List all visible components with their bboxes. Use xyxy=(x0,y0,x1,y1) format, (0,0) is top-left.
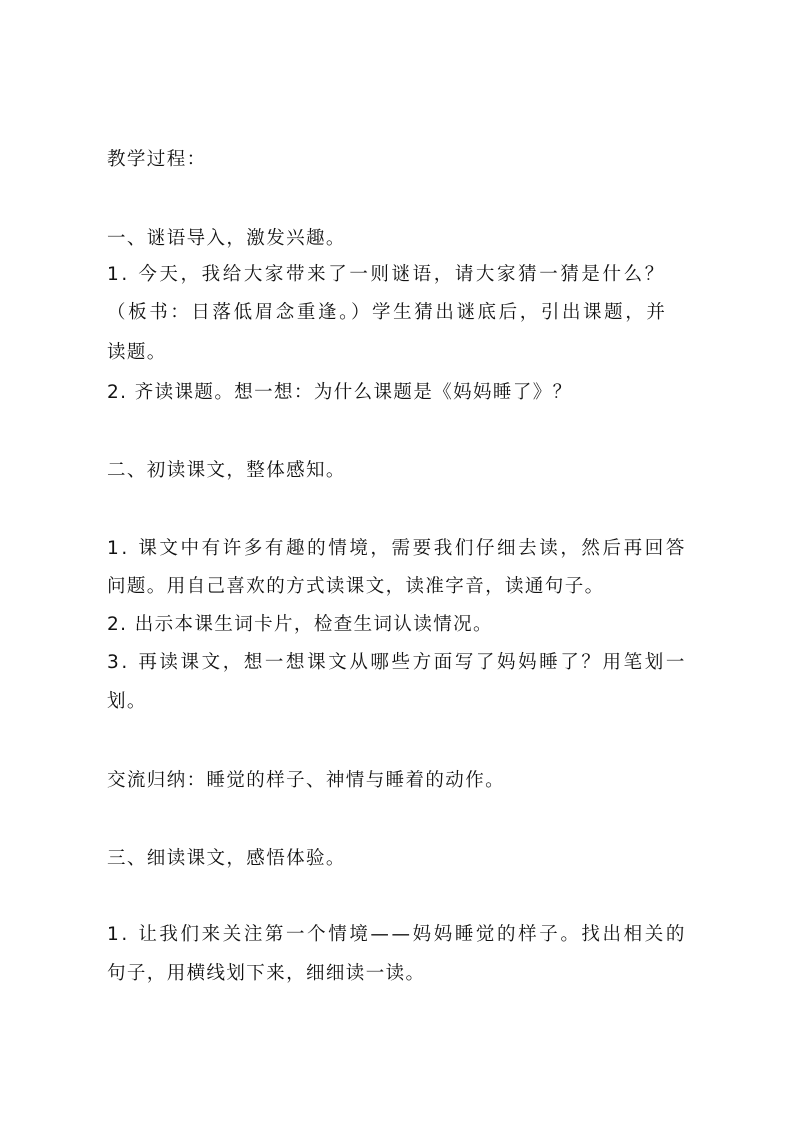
section-1-title: 一、谜语导入，激发兴趣。 xyxy=(107,228,346,249)
section-2-line-2: 问题。用自己喜欢的方式读课文，读准字音，读通句子。 xyxy=(107,576,605,597)
section-2-line-5: 划。 xyxy=(107,691,147,712)
section-3-title: 三、细读课文，感悟体验。 xyxy=(107,848,346,869)
section-2-line-3: 2. 出示本课生词卡片，检查生词认读情况。 xyxy=(107,614,493,635)
section-2-summary: 交流归纳：睡觉的样子、神情与睡着的动作。 xyxy=(107,770,506,791)
section-1-line-4: 2. 齐读课题。想一想：为什么课题是《妈妈睡了》？ xyxy=(107,382,573,403)
section-3-line-2: 句子，用横线划下来，细细读一读。 xyxy=(107,963,426,984)
section-1-line-3: 读题。 xyxy=(107,342,167,363)
section-1-line-1: 1. 今天，我给大家带来了一则谜语，请大家猜一猜是什么？ xyxy=(107,264,666,285)
document-heading: 教学过程： xyxy=(107,149,207,170)
section-3-line-1: 1. 让我们来关注第一个情境——妈妈睡觉的样子。找出相关的 xyxy=(107,924,687,945)
section-2-line-4: 3. 再读课文，想一想课文从哪些方面写了妈妈睡了？用笔划一 xyxy=(107,652,687,673)
section-2-line-1: 1. 课文中有许多有趣的情境，需要我们仔细去读，然后再回答 xyxy=(107,538,687,559)
section-1-line-2: （板书：日落低眉念重逢。）学生猜出谜底后，引出课题，并 xyxy=(107,302,668,323)
section-2-title: 二、初读课文，整体感知。 xyxy=(107,460,346,481)
